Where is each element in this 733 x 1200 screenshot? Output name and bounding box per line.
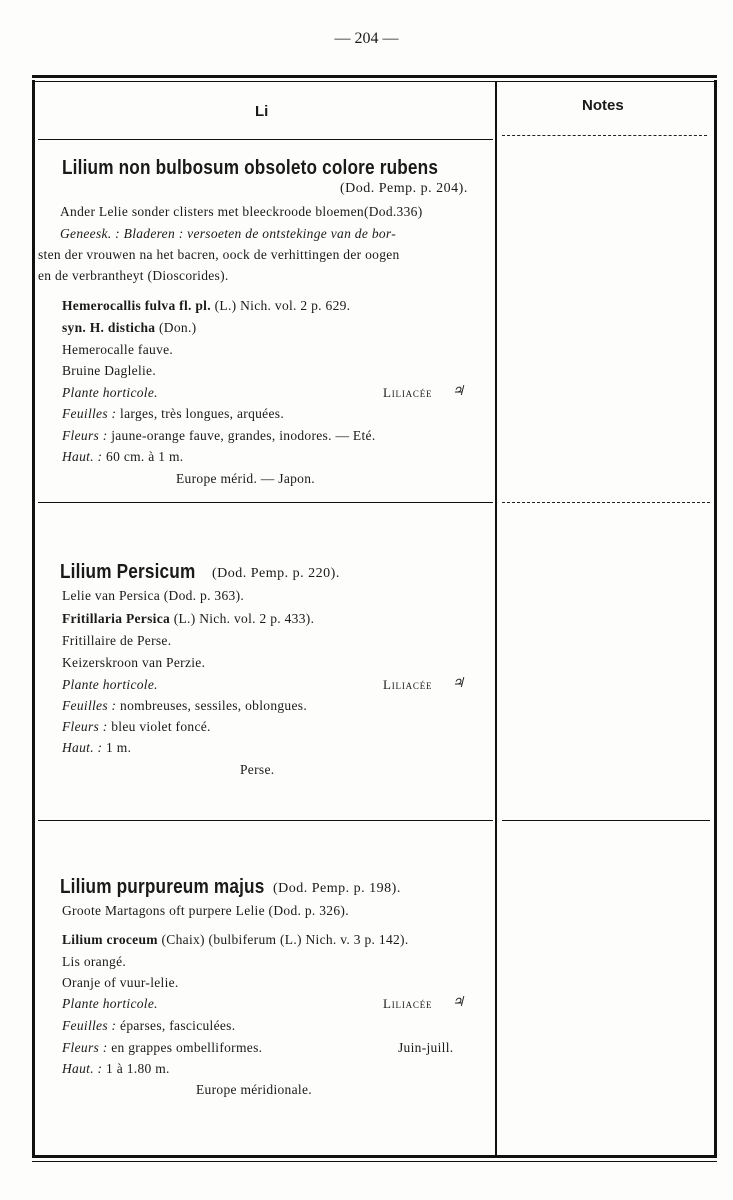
synonym-line bbox=[62, 320, 196, 336]
page-number: — 204 — bbox=[334, 30, 399, 47]
common-name: Fritillaire de Perse. bbox=[62, 633, 172, 648]
flowers-label: Fleurs : bbox=[62, 428, 108, 443]
plant-type: Plante horticole. bbox=[62, 677, 158, 692]
entry-divider bbox=[38, 820, 493, 821]
height-line bbox=[62, 1061, 170, 1077]
region: Europe mérid. — Japon. bbox=[176, 471, 315, 486]
leaves-value: éparses, fasciculées. bbox=[120, 1018, 236, 1033]
entry-title: Lilium purpureum majus bbox=[60, 876, 265, 898]
table-left-border bbox=[32, 80, 35, 1158]
entry-text-line: sten der vrouwen na het bacren, oock de verhittingen der oogen bbox=[38, 247, 400, 262]
flowers-line bbox=[62, 719, 211, 735]
common-name: Oranje of vuur-lelie. bbox=[62, 975, 179, 990]
height-label: Haut. : bbox=[62, 1061, 103, 1076]
entry-title: Lilium Persicum bbox=[60, 561, 196, 583]
species-ref: (L.) Nich. vol. 2 p. 629. bbox=[214, 298, 351, 313]
header-rule-right bbox=[502, 135, 707, 136]
entry-divider bbox=[38, 502, 493, 503]
entry-title-ref: (Dod. Pemp. p. 198). bbox=[273, 881, 401, 896]
entry-text-line: Lelie van Persica (Dod. p. 363). bbox=[62, 588, 245, 603]
table-right-border bbox=[714, 80, 717, 1158]
species-line bbox=[62, 298, 350, 314]
leaves-line bbox=[62, 406, 284, 422]
entry-title-ref: (Dod. Pemp. p. 220). bbox=[212, 566, 340, 581]
leaves-value: larges, très longues, arquées. bbox=[120, 406, 284, 421]
height-line bbox=[62, 449, 183, 465]
notes-divider bbox=[502, 502, 710, 503]
height-line bbox=[62, 740, 131, 756]
species-line bbox=[62, 611, 314, 627]
table-bottom-border bbox=[32, 1155, 717, 1158]
entry-text-line: Groote Martagons oft purpere Lelie (Dod. p. 326). bbox=[62, 903, 349, 918]
flowers-label: Fleurs : bbox=[62, 1040, 108, 1055]
flowers-value: en grappes ombelliformes. bbox=[111, 1040, 263, 1055]
plant-type: Plante horticole. bbox=[62, 385, 158, 400]
perennial-symbol: ♃ bbox=[452, 383, 465, 398]
common-name: Lis orangé. bbox=[62, 954, 127, 969]
species-name: Hemerocallis fulva fl. pl. bbox=[62, 298, 211, 313]
leaves-line bbox=[62, 698, 307, 714]
flowers-value: bleu violet foncé. bbox=[111, 719, 211, 734]
entry-text-line: Ander Lelie sonder clisters met bleeckroode bloemen(Dod.336) bbox=[60, 204, 423, 219]
leaves-label: Feuilles : bbox=[62, 1018, 117, 1033]
species-ref: (Chaix) (bulbiferum (L.) Nich. v. 3 p. 142). bbox=[161, 932, 409, 947]
header-rule-left bbox=[38, 139, 493, 140]
family-name: Liliacée bbox=[383, 677, 433, 692]
flowers-line bbox=[62, 428, 376, 444]
family-name: Liliacée bbox=[383, 996, 433, 1011]
leaves-label: Feuilles : bbox=[62, 406, 117, 421]
table-top-border bbox=[32, 75, 717, 78]
species-ref: (L.) Nich. vol. 2 p. 433). bbox=[173, 611, 315, 626]
leaves-line bbox=[62, 1018, 235, 1034]
notes-divider bbox=[502, 820, 710, 821]
table-bottom-border-thin bbox=[32, 1161, 717, 1162]
column-header-li: Li bbox=[255, 103, 269, 120]
flowers-label: Fleurs : bbox=[62, 719, 108, 734]
entry-text-line: en de verbrantheyt (Dioscorides). bbox=[38, 268, 229, 283]
height-value: 60 cm. à 1 m. bbox=[106, 449, 184, 464]
leaves-label: Feuilles : bbox=[62, 698, 117, 713]
entry-title: Lilium non bulbosum obsoleto colore rubens bbox=[62, 157, 439, 179]
height-label: Haut. : bbox=[62, 449, 103, 464]
entry-title-ref: (Dod. Pemp. p. 204). bbox=[340, 181, 468, 196]
entry-title-line bbox=[60, 561, 195, 584]
perennial-symbol: ♃ bbox=[452, 675, 465, 690]
leaves-value: nombreuses, sessiles, oblongues. bbox=[120, 698, 308, 713]
height-value: 1 m. bbox=[106, 740, 132, 755]
plant-type: Plante horticole. bbox=[62, 996, 158, 1011]
region: Europe méridionale. bbox=[196, 1082, 312, 1097]
entry-text-line: Geneesk. : Bladeren : versoeten de ontstekinge van de bor- bbox=[60, 226, 397, 241]
common-name: Keizerskroon van Perzie. bbox=[62, 655, 206, 670]
flowers-line bbox=[62, 1040, 262, 1056]
flowers-value: jaune-orange fauve, grandes, inodores. — Eté. bbox=[111, 428, 376, 443]
species-name: Fritillaria Persica bbox=[62, 611, 171, 626]
region: Perse. bbox=[240, 762, 275, 777]
common-name: Hemerocalle fauve. bbox=[62, 342, 174, 357]
height-label: Haut. : bbox=[62, 740, 103, 755]
species-line bbox=[62, 932, 409, 948]
column-header-notes: Notes bbox=[582, 97, 624, 114]
table-top-border-thin bbox=[32, 81, 717, 82]
season: Juin-juill. bbox=[398, 1040, 454, 1055]
family-name: Liliacée bbox=[383, 385, 433, 400]
species-name: Lilium croceum bbox=[62, 932, 158, 947]
perennial-symbol: ♃ bbox=[452, 994, 465, 1009]
height-value: 1 à 1.80 m. bbox=[106, 1061, 170, 1076]
table-column-divider bbox=[495, 82, 497, 1156]
synonym-ref: (Don.) bbox=[159, 320, 197, 335]
common-name: Bruine Daglelie. bbox=[62, 363, 157, 378]
synonym-name: syn. H. disticha bbox=[62, 320, 156, 335]
